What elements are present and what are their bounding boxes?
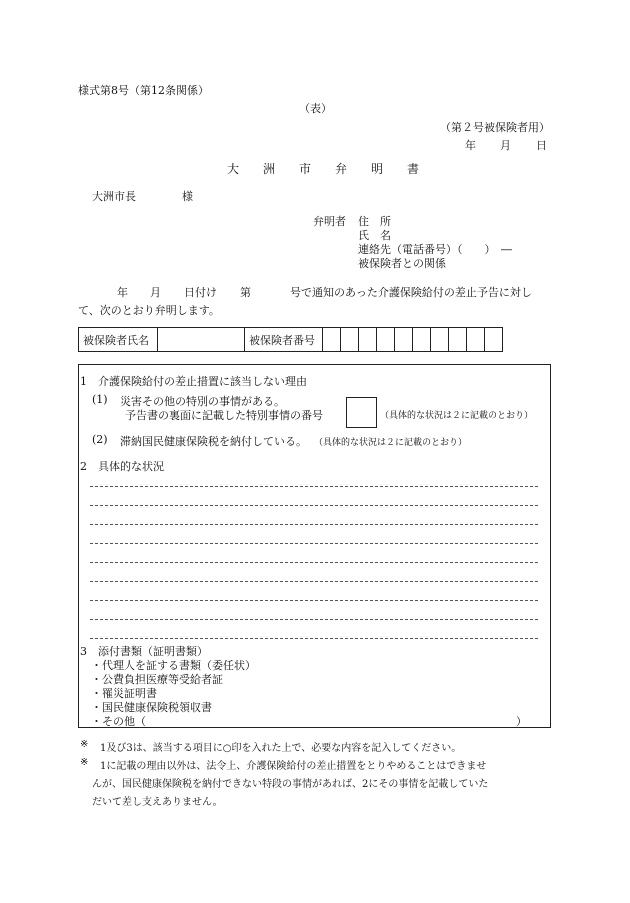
writing-line[interactable] (90, 505, 538, 506)
declarant-address-label: 住 所 (358, 215, 391, 228)
section1-item2-text: 滞納国民健康保険税を納付している。 (120, 435, 307, 448)
insured-number-label: 被保険者番号 (245, 328, 323, 352)
declarant-label: 弁明者 (313, 215, 346, 228)
date-year: 年 (465, 139, 476, 152)
writing-line[interactable] (90, 562, 538, 563)
date-month: 月 (500, 139, 511, 152)
addressee-honorific: 様 (182, 190, 193, 203)
insured-number-digit[interactable] (395, 328, 413, 352)
section2-heading: 2 具体的な状況 (80, 460, 164, 473)
insured-number-digit[interactable] (413, 328, 431, 352)
note-mark: ※ (80, 739, 89, 750)
writing-line[interactable] (90, 600, 538, 601)
insured-number-digit[interactable] (431, 328, 449, 352)
special-circumstance-number-box[interactable] (346, 397, 377, 428)
section1-item2-note: （具体的な状況は２に記載のとおり） (314, 438, 468, 448)
note-1: 1及び3は、該当する項目に○印を入れた上で、必要な内容を記入してください。 (100, 743, 462, 754)
writing-line[interactable] (90, 638, 538, 639)
writing-line[interactable] (90, 543, 538, 544)
declarant-contact-label: 連絡先（電話番号）（ ） ― (358, 243, 512, 256)
section1-item1-text: 災害その他の特別の事情がある。 (120, 395, 285, 408)
declarant-name-label: 氏 名 (358, 229, 391, 242)
section1-heading: 1 介護保険給付の差止措置に該当しない理由 (80, 375, 307, 388)
form-number: 様式第8号（第12条関係） (78, 84, 209, 97)
addressee-name: 大洲市長 (92, 190, 136, 203)
intro-day: 日付け (184, 286, 217, 299)
attachment-item: ・代理人を証する書類（委任状） (91, 659, 256, 672)
writing-line[interactable] (90, 581, 538, 582)
date-day: 日 (536, 139, 547, 152)
insured-number-digit[interactable] (467, 328, 485, 352)
note-2-line3: だいて差し支えありません。 (92, 797, 223, 808)
note-mark: ※ (80, 757, 89, 768)
section1-item1-sub: 予告書の裏面に記載した特別事情の番号 (125, 409, 323, 422)
section1-item1-note: （具体的な状況は２に記載のとおり） (380, 411, 534, 421)
insured-number-digit[interactable] (359, 328, 377, 352)
insured-number-digit[interactable] (377, 328, 395, 352)
attachment-item: ・公費負担医療等受給者証 (91, 673, 223, 686)
insured-table (78, 327, 503, 352)
insured-number-digit[interactable] (341, 328, 359, 352)
usage-label: （第２号被保険者用） (440, 121, 550, 134)
writing-line[interactable] (90, 524, 538, 525)
attachment-item: ・その他（ (91, 715, 146, 728)
writing-line[interactable] (90, 486, 538, 487)
section3-heading: 3 添付書類（証明書類） (80, 645, 208, 658)
declarant-relation-label: 被保険者との関係 (358, 257, 446, 270)
intro-line2: て、次のとおり弁明します。 (78, 304, 220, 317)
note-2-line2: んが、国民健康保険税を納付できない特段の事情があれば、2にその事情を記載していた (92, 779, 489, 790)
insured-number-digit[interactable] (449, 328, 467, 352)
intro-year: 年 (117, 286, 128, 299)
attachment-item: ・罹災証明書 (91, 687, 157, 700)
insured-name-field[interactable] (158, 328, 245, 352)
intro-text: 号で通知のあった介護保険給付の差止予告に対し (290, 286, 532, 299)
note-2-line1: 1に記載の理由以外は、法令上、介護保険給付の差止措置をとりやめることはできませ (100, 761, 487, 772)
insured-number-digit[interactable] (323, 328, 341, 352)
intro-number-prefix: 第 (240, 286, 251, 299)
insured-name-label: 被保険者氏名 (79, 328, 158, 352)
intro-month: 月 (150, 286, 161, 299)
attachment-other-close: ） (516, 715, 527, 728)
section1-item1-number: (1) (92, 393, 108, 406)
form-side: （表） (299, 102, 332, 115)
document-title: 大 洲 市 弁 明 書 (227, 162, 426, 176)
insured-number-digit[interactable] (485, 328, 503, 352)
section1-item2-number: (2) (92, 433, 108, 446)
writing-line[interactable] (90, 619, 538, 620)
attachment-item: ・国民健康保険税領収書 (91, 701, 212, 714)
